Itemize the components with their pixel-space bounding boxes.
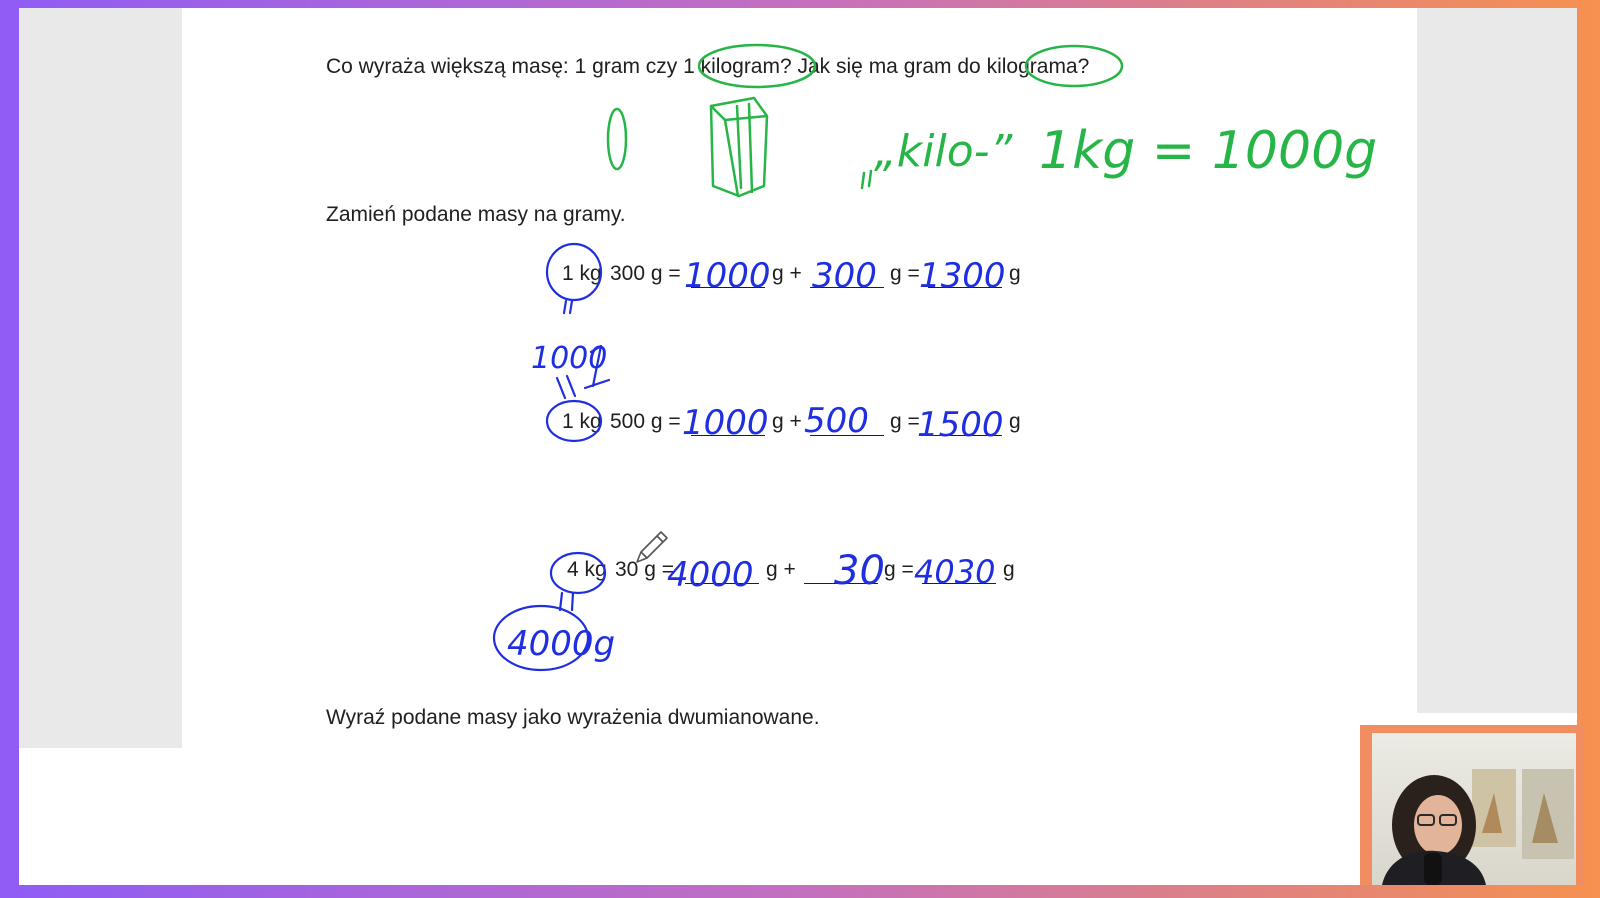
equals-mark [564,301,572,313]
equation-end-unit: g [1003,558,1015,581]
green-annotations [608,45,1377,196]
highlight-ellipse [699,45,815,87]
equation-grams: 300 g = [610,262,681,285]
answer-value: 1500 [917,405,1004,445]
equals-mark [557,376,575,398]
connector-line [560,593,573,610]
question-3: Wyraź podane masy jako wyrażenia dwumianowane. [326,706,820,729]
answer-value: 4000 [667,555,754,595]
margin-note: 4000g [507,624,616,664]
equation-equals: g = [890,262,920,285]
pencil-icon [631,528,671,568]
annotation-layer [19,8,1577,885]
equation-plus: g + [772,262,802,285]
answer-value: 1300 [919,256,1006,296]
kilogram-block-sketch-icon [711,98,767,196]
equation-kg: 1 kg [562,262,602,285]
highlight-ellipse [1026,46,1122,86]
kg-circle [547,401,601,441]
equation-kg: 4 kg [567,558,607,581]
question-1-part2: ? Jak się ma gram do [779,55,987,78]
webcam-video [1372,733,1576,885]
handwritten-kg-equation: 1kg = 1000g [1039,121,1378,181]
webcam-overlay[interactable] [1360,725,1584,885]
equation-kg: 1 kg [562,410,602,433]
equation-equals: g = [890,410,920,433]
equation-grams: 500 g = [610,410,681,433]
equation-equals: g = [884,558,914,581]
kg-circle [551,553,605,593]
equation-plus: g + [772,410,802,433]
answer-value: 30 [834,548,885,594]
equation-plus: g + [766,558,796,581]
answer-value: 4030 [914,553,996,591]
equation-end-unit: g [1009,262,1021,285]
answer-value: 500 [804,401,869,441]
answer-value: 300 [812,256,877,296]
question-1-kilogram: 1 kilogram [683,55,780,78]
equation-end-unit: g [1009,410,1021,433]
question-1-part1: Co wyraża większą masę: 1 gram czy [326,55,684,78]
margin-note: 1000 [531,341,608,376]
handwritten-kilo-note: „kilo-” [874,126,1013,177]
screen-share [19,8,1577,885]
quote-marks [862,171,871,188]
gram-sketch-icon [608,109,626,169]
kg-circle [547,244,601,300]
equation-grams: 30 g = [615,558,674,581]
answer-value: 1000 [684,256,771,296]
question-1-part3: ? [1077,55,1090,78]
blue-annotations [494,244,1006,670]
question-2: Zamień podane masy na gramy. [326,203,626,226]
answer-value: 1000 [682,403,769,443]
presenter-image [1372,733,1576,885]
question-1-kilograma: kilograma [986,55,1078,78]
